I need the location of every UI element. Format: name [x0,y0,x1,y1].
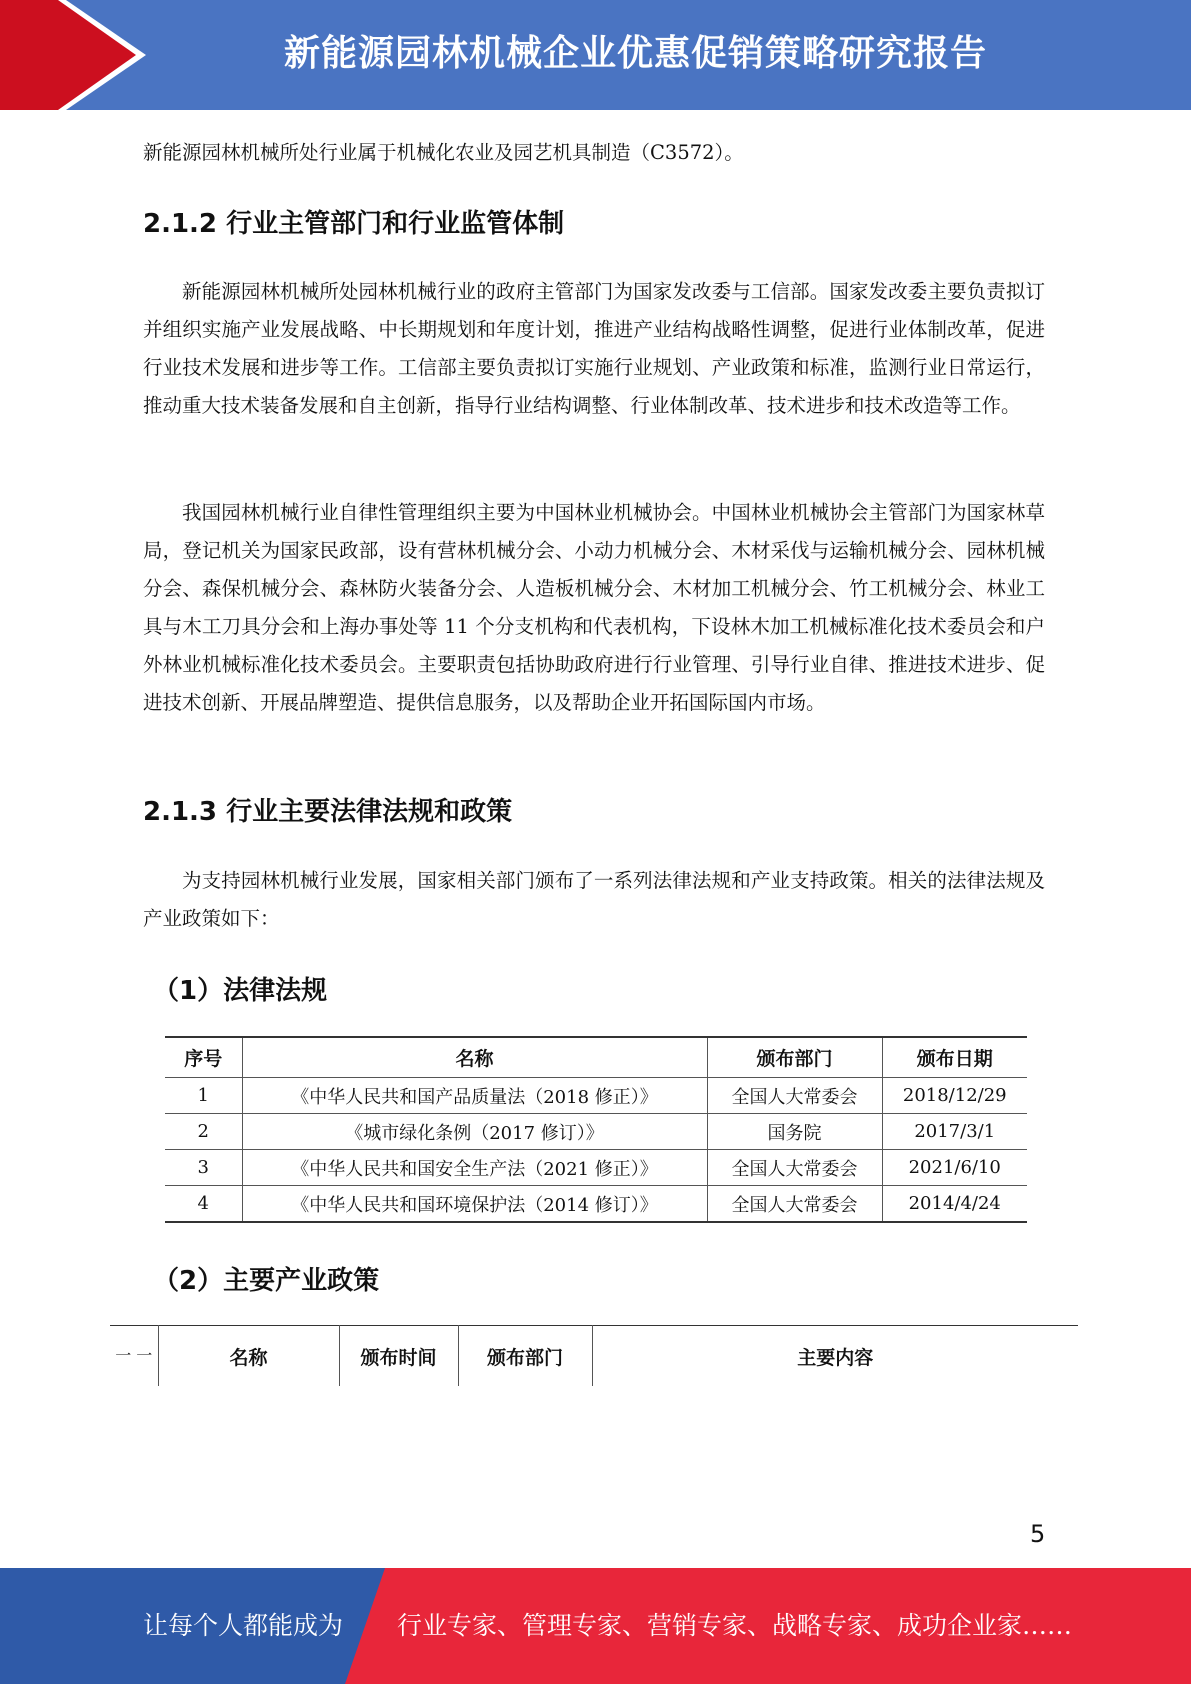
table-cell: 全国人大常委会 [707,1078,882,1114]
table-cell: 2014/4/24 [882,1186,1027,1223]
page-number: 5 [1030,1520,1046,1548]
column-header: 颁布部门 [707,1037,882,1078]
column-header: 颁布日期 [882,1037,1027,1078]
section-213-paragraph [143,862,1045,938]
column-header: 名称 [242,1037,707,1078]
table-cell: 《中华人民共和国环境保护法（2014 修订）》 [242,1186,707,1223]
paragraph: 新能源园林机械所处园林机械行业的政府主管部门为国家发改委与工信部。国家发改委主要负责拟订并组织实施产业发展战略、中长期规划和年度计划，推进产业结构战略性调整，促进行业体制改革，促进行业技术发展和进步等工作。工信部主要负责拟订实施行业规划、产业政策和标准，监测行业日常运行，推动重大技术装备发展和自主创新，指导行业结构调整、行业体制改革、技术进步和技术改造等工作。 [143,280,1045,417]
footer-banner [0,1568,1191,1684]
table-row [165,1150,1027,1186]
laws-table [165,1036,1027,1223]
table-row [165,1114,1027,1150]
table-cell: 《城市绿化条例（2017 修订）》 [242,1114,707,1150]
table-cell: 全国人大常委会 [707,1150,882,1186]
table-cell: 3 [165,1150,242,1186]
report-title: 新能源园林机械企业优惠促销策略研究报告 [283,33,987,74]
intro-line: 新能源园林机械所处行业属于机械化农业及园艺机具制造（C3572）。 [143,141,744,164]
table-cell: 全国人大常委会 [707,1186,882,1223]
section-212-paragraph-1 [143,273,1045,425]
table-cell: 2017/3/1 [882,1114,1027,1150]
table-cell: 2021/6/10 [882,1150,1027,1186]
paragraph: 我国园林机械行业自律性管理组织主要为中国林业机械协会。中国林业机械协会主管部门为国家林草局，登记机关为国家民政部，设有营林机械分会、小动力机械分会、木材采伐与运输机械分会、园林机械分会、森保机械分会、森林防火装备分会、人造板机械分会、木材加工机械分会、竹工机械分会、林业工具与木工刀具分会和上海办事处等 11 个分支机构和代表机构，下设林木加工机械标准化技术委员会和户外林业机械标准化技术委员会。主要职责包括协助政府进行行业管理、引导行业自律、推进技术进步、促进技术创新、开展品牌塑造、提供信息服务，以及帮助企业开拓国际国内市场。 [143,501,1045,714]
table-header-row [165,1037,1027,1078]
column-header: 颁布时间 [339,1326,458,1387]
table-row [165,1186,1027,1223]
section-213-heading: 2.1.3 行业主要法律法规和政策 [143,797,513,827]
column-header: 颁布部门 [458,1326,592,1387]
policies-table [110,1325,1078,1386]
table-cell: 国务院 [707,1114,882,1150]
table-cell: 《中华人民共和国安全生产法（2021 修正）》 [242,1150,707,1186]
section-212-heading: 2.1.2 行业主管部门和行业监管体制 [143,209,565,239]
footer-slogan-right: 行业专家、管理专家、营销专家、战略专家、成功企业家…… [397,1611,1073,1640]
paragraph: 为支持园林机械行业发展，国家相关部门颁布了一系列法律法规和产业支持政策。相关的法律法规及产业政策如下： [143,869,1045,930]
footer-slogan-left: 让每个人都能成为 [143,1611,344,1640]
header-banner [0,0,1191,110]
laws-heading: （1）法律法规 [153,976,328,1006]
table-row [165,1078,1027,1114]
policies-heading: （2）主要产业政策 [153,1266,380,1296]
table-cell: 1 [165,1078,242,1114]
column-header: 主要内容 [592,1326,1078,1387]
table-cell: 2 [165,1114,242,1150]
intro-block [143,134,1045,172]
table-cell: 2018/12/29 [882,1078,1027,1114]
column-header: 名称 [158,1326,339,1387]
table-cell: 《中华人民共和国产品质量法（2018 修正）》 [242,1078,707,1114]
section-212-paragraph-2 [143,494,1045,722]
column-header: 序号 [165,1037,242,1078]
table-header-row [110,1326,1078,1387]
index-column-header: 一 一 [110,1326,158,1387]
table-cell: 4 [165,1186,242,1223]
